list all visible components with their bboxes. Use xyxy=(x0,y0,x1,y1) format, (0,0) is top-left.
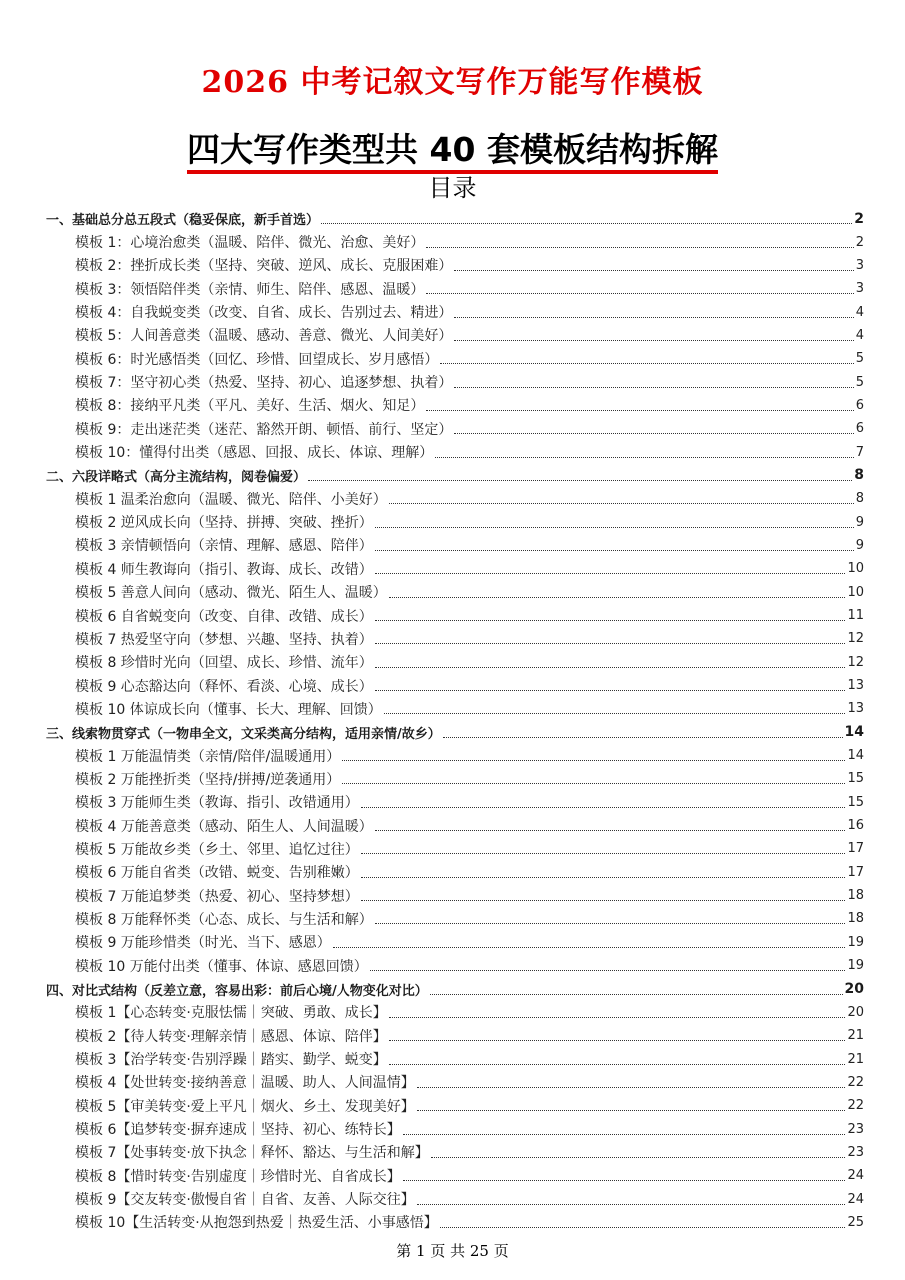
toc-page-number: 7 xyxy=(855,444,864,460)
toc-page-number: 9 xyxy=(855,537,864,553)
dot-leader xyxy=(430,994,843,995)
toc-entry[interactable] xyxy=(46,534,864,557)
toc-entry-label: 模板 4【处世转变·接纳善意｜温暖、助人、人间温情】 xyxy=(75,1075,415,1092)
toc-entry-label: 二、六段详略式（高分主流结构，阅卷偏爱） xyxy=(46,469,307,485)
dot-leader xyxy=(375,923,846,924)
toc-entry[interactable] xyxy=(46,581,864,604)
toc-entry[interactable] xyxy=(46,324,864,347)
toc-entry[interactable] xyxy=(46,604,864,627)
toc-entry[interactable] xyxy=(46,1164,864,1187)
toc-entry[interactable] xyxy=(46,230,864,253)
toc-entry[interactable] xyxy=(46,1024,864,1047)
toc-entry[interactable] xyxy=(46,931,864,954)
toc-entry[interactable] xyxy=(46,791,864,814)
toc-entry-label: 模板 2 逆风成长向（坚持、拼搏、突破、挫折） xyxy=(75,515,373,532)
dot-leader xyxy=(454,387,853,388)
dot-leader xyxy=(389,1040,846,1041)
dot-leader xyxy=(342,783,845,784)
toc-entry[interactable] xyxy=(46,1071,864,1094)
dot-leader xyxy=(361,900,846,901)
dot-leader xyxy=(361,877,846,878)
toc-entry-label: 模板 9 心态豁达向（释怀、看淡、心境、成长） xyxy=(75,678,373,695)
toc-entry[interactable] xyxy=(46,277,864,300)
toc-page-number: 15 xyxy=(847,794,864,810)
toc-entry[interactable] xyxy=(46,907,864,930)
toc-entry-label: 模板 6 万能自省类（改错、蜕变、告别稚嫩） xyxy=(75,865,359,882)
toc-page-number: 21 xyxy=(847,1051,864,1067)
toc-entry-label: 模板 7 热爱坚守向（梦想、兴趣、坚持、执着） xyxy=(75,631,373,648)
dot-leader xyxy=(417,1204,846,1205)
document-title: 2026 中考记叙文写作万能写作模板 xyxy=(201,65,704,100)
toc-entry[interactable] xyxy=(46,954,864,977)
toc-entry[interactable] xyxy=(46,814,864,837)
toc-heading: 目录 xyxy=(428,174,477,202)
toc-entry[interactable] xyxy=(46,1117,864,1140)
toc-section-entry[interactable] xyxy=(46,207,864,230)
toc-entry-label: 模板 5【审美转变·爱上平凡｜烟火、乡土、发现美好】 xyxy=(75,1098,415,1115)
toc-page-number: 20 xyxy=(844,981,864,998)
toc-page-number: 14 xyxy=(847,748,864,764)
toc-entry[interactable] xyxy=(46,1094,864,1117)
toc-page-number: 22 xyxy=(847,1098,864,1114)
dot-leader xyxy=(384,713,846,714)
toc-page-number: 14 xyxy=(844,724,864,741)
dot-leader xyxy=(375,573,846,574)
dot-leader xyxy=(333,947,846,948)
toc-entry-label: 模板 3【治学转变·告别浮躁｜踏实、勤学、蜕变】 xyxy=(75,1052,387,1069)
dot-leader xyxy=(389,503,854,504)
dot-leader xyxy=(426,293,853,294)
toc-entry-label: 模板 10 体谅成长向（懂事、长大、理解、回馈） xyxy=(75,701,382,718)
toc-entry[interactable] xyxy=(46,674,864,697)
toc-entry[interactable] xyxy=(46,557,864,580)
dot-leader xyxy=(361,853,846,854)
toc-entry[interactable] xyxy=(46,440,864,463)
toc-entry-label: 模板 8【惜时转变·告别虚度｜珍惜时光、自省成长】 xyxy=(75,1168,401,1185)
dot-leader xyxy=(426,410,853,411)
toc-page-number: 9 xyxy=(855,514,864,530)
toc-page-number: 24 xyxy=(847,1191,864,1207)
toc-page-number: 17 xyxy=(847,841,864,857)
dot-leader xyxy=(375,690,846,691)
dot-leader xyxy=(375,550,854,551)
toc-entry[interactable] xyxy=(46,861,864,884)
toc-entry[interactable] xyxy=(46,347,864,370)
dot-leader xyxy=(361,807,846,808)
toc-entry-label: 模板 10 万能付出类（懂事、体谅、感恩回馈） xyxy=(75,958,368,975)
toc-page-number: 5 xyxy=(855,374,864,390)
toc-entry[interactable] xyxy=(46,884,864,907)
dot-leader xyxy=(342,760,845,761)
toc-entry-label: 模板 8：接纳平凡类（平凡、美好、生活、烟火、知足） xyxy=(75,398,425,415)
toc-section-entry[interactable] xyxy=(46,977,864,1000)
toc-page-number: 6 xyxy=(855,397,864,413)
dot-leader xyxy=(426,247,853,248)
toc-page-number: 20 xyxy=(847,1004,864,1020)
dot-leader xyxy=(403,1134,846,1135)
toc-entry-label: 模板 3 万能师生类（教诲、指引、改错通用） xyxy=(75,795,359,812)
toc-entry[interactable] xyxy=(46,394,864,417)
toc-entry[interactable] xyxy=(46,254,864,277)
toc-entry-label: 模板 1 万能温情类（亲情/陪伴/温暖通用） xyxy=(75,748,341,765)
dot-leader xyxy=(454,270,853,271)
subtitle-text: 四大写作类型共 40 套模板结构拆解 xyxy=(187,130,718,174)
toc-page-number: 4 xyxy=(855,327,864,343)
toc-page-number: 4 xyxy=(855,304,864,320)
dot-leader xyxy=(440,363,853,364)
toc-page-number: 3 xyxy=(855,281,864,297)
toc-entry[interactable] xyxy=(46,1141,864,1164)
toc-entry-label: 模板 4 万能善意类（感动、陌生人、人间温暖） xyxy=(75,818,373,835)
toc-entry-label: 模板 4 师生教诲向（指引、教诲、成长、改错） xyxy=(75,561,373,578)
toc-entry-label: 模板 2【待人转变·理解亲情｜感恩、体谅、陪伴】 xyxy=(75,1028,387,1045)
toc-entry-label: 模板 10【生活转变·从抱怨到热爱｜热爱生活、小事感悟】 xyxy=(75,1215,438,1232)
toc-page-number: 15 xyxy=(847,771,864,787)
toc-entry-label: 三、线索物贯穿式（一物串全文，文采类高分结构，适用亲情/故乡） xyxy=(46,726,441,742)
toc-entry-label: 模板 2 万能挫折类（坚持/拼搏/逆袭通用） xyxy=(75,771,341,788)
dot-leader xyxy=(370,970,846,971)
toc-page-number: 5 xyxy=(855,351,864,367)
toc-page-number: 6 xyxy=(855,421,864,437)
table-of-contents xyxy=(46,207,864,1234)
toc-page-number: 2 xyxy=(855,234,864,250)
toc-entry-label: 模板 2：挫折成长类（坚持、突破、逆风、成长、克服困难） xyxy=(75,258,453,275)
toc-entry-label: 模板 7：坚守初心类（热爱、坚持、初心、追逐梦想、执着） xyxy=(75,375,453,392)
document-subtitle xyxy=(0,125,905,175)
dot-leader xyxy=(308,480,852,481)
toc-entry[interactable] xyxy=(46,1047,864,1070)
toc-page-number: 18 xyxy=(847,911,864,927)
toc-entry[interactable] xyxy=(46,744,864,767)
toc-entry-label: 模板 9 万能珍惜类（时光、当下、感恩） xyxy=(75,935,331,952)
dot-leader xyxy=(417,1087,846,1088)
toc-page-number: 24 xyxy=(847,1168,864,1184)
toc-entry[interactable] xyxy=(46,1187,864,1210)
toc-entry-label: 模板 5 万能故乡类（乡土、邻里、追忆过往） xyxy=(75,841,359,858)
toc-entry[interactable] xyxy=(46,510,864,533)
toc-section-entry[interactable] xyxy=(46,464,864,487)
toc-entry[interactable] xyxy=(46,837,864,860)
toc-page-number: 23 xyxy=(847,1121,864,1137)
toc-entry[interactable] xyxy=(46,697,864,720)
toc-page-number: 12 xyxy=(847,654,864,670)
toc-entry-label: 四、对比式结构（反差立意，容易出彩：前后心境/人物变化对比） xyxy=(46,983,428,999)
toc-entry-label: 模板 8 万能释怀类（心态、成长、与生活和解） xyxy=(75,911,373,928)
toc-page-number: 21 xyxy=(847,1028,864,1044)
toc-entry-label: 模板 3 亲情顿悟向（亲情、理解、感恩、陪伴） xyxy=(75,538,373,555)
dot-leader xyxy=(435,457,853,458)
dot-leader xyxy=(443,737,843,738)
toc-entry-label: 一、基础总分总五段式（稳妥保底，新手首选） xyxy=(46,213,320,229)
toc-page-number: 17 xyxy=(847,864,864,880)
toc-page-number: 19 xyxy=(847,934,864,950)
toc-entry[interactable] xyxy=(46,370,864,393)
dot-leader xyxy=(321,223,852,224)
toc-page-number: 3 xyxy=(855,257,864,273)
toc-page-number: 18 xyxy=(847,888,864,904)
toc-entry-label: 模板 8 珍惜时光向（回望、成长、珍惜、流年） xyxy=(75,655,373,672)
toc-entry-label: 模板 1：心境治愈类（温暖、陪伴、微光、治愈、美好） xyxy=(75,235,425,252)
toc-entry[interactable] xyxy=(46,1211,864,1234)
toc-entry-label: 模板 1【心态转变·克服怯懦｜突破、勇敢、成长】 xyxy=(75,1005,387,1022)
toc-page-number: 19 xyxy=(847,958,864,974)
toc-entry-label: 模板 5 善意人间向（感动、微光、陌生人、温暖） xyxy=(75,585,387,602)
toc-page-number: 10 xyxy=(847,584,864,600)
dot-leader xyxy=(375,527,854,528)
toc-entry[interactable] xyxy=(46,1001,864,1024)
dot-leader xyxy=(375,643,846,644)
toc-page-number: 25 xyxy=(847,1214,864,1230)
toc-entry-label: 模板 7 万能追梦类（热爱、初心、坚持梦想） xyxy=(75,888,359,905)
dot-leader xyxy=(454,433,853,434)
toc-page-number: 8 xyxy=(854,467,864,484)
toc-entry-label: 模板 4：自我蜕变类（改变、自省、成长、告别过去、精进） xyxy=(75,305,453,322)
toc-entry-label: 模板 6【追梦转变·摒弃速成｜坚持、初心、练特长】 xyxy=(75,1122,401,1139)
toc-entry-label: 模板 9【交友转变·傲慢自省｜自省、友善、人际交往】 xyxy=(75,1192,415,1209)
toc-entry-label: 模板 3：领悟陪伴类（亲情、师生、陪伴、感恩、温暖） xyxy=(75,281,425,298)
dot-leader xyxy=(389,1017,846,1018)
toc-entry-label: 模板 7【处事转变·放下执念｜释怀、豁达、与生活和解】 xyxy=(75,1145,429,1162)
dot-leader xyxy=(389,1064,846,1065)
toc-entry[interactable] xyxy=(46,487,864,510)
toc-page-number: 13 xyxy=(847,701,864,717)
toc-entry[interactable] xyxy=(46,300,864,323)
toc-entry-label: 模板 1 温柔治愈向（温暖、微光、陪伴、小美好） xyxy=(75,491,387,508)
toc-page-number: 2 xyxy=(854,210,864,227)
dot-leader xyxy=(440,1227,846,1228)
toc-entry-label: 模板 10：懂得付出类（感恩、回报、成长、体谅、理解） xyxy=(75,445,434,462)
toc-entry-label: 模板 6：时光感悟类（回忆、珍惜、回望成长、岁月感悟） xyxy=(75,351,439,368)
dot-leader xyxy=(454,340,853,341)
toc-entry[interactable] xyxy=(46,767,864,790)
toc-entry-label: 模板 6 自省蜕变向（改变、自律、改错、成长） xyxy=(75,608,373,625)
toc-entry[interactable] xyxy=(46,417,864,440)
toc-page-number: 13 xyxy=(847,678,864,694)
dot-leader xyxy=(375,830,846,831)
toc-section-entry[interactable] xyxy=(46,721,864,744)
toc-page-number: 8 xyxy=(855,491,864,507)
toc-page-number: 12 xyxy=(847,631,864,647)
page-footer: 第 1 页 共 25 页 xyxy=(396,1242,509,1260)
toc-entry[interactable] xyxy=(46,651,864,674)
dot-leader xyxy=(375,620,846,621)
dot-leader xyxy=(375,667,846,668)
toc-entry[interactable] xyxy=(46,627,864,650)
toc-page-number: 10 xyxy=(847,561,864,577)
dot-leader xyxy=(431,1157,846,1158)
toc-entry-label: 模板 9：走出迷茫类（迷茫、豁然开朗、顿悟、前行、坚定） xyxy=(75,421,453,438)
dot-leader xyxy=(454,317,853,318)
toc-page-number: 11 xyxy=(847,608,864,624)
dot-leader xyxy=(389,597,846,598)
toc-entry-label: 模板 5：人间善意类（温暖、感动、善意、微光、人间美好） xyxy=(75,328,453,345)
dot-leader xyxy=(403,1180,846,1181)
toc-page-number: 16 xyxy=(847,818,864,834)
toc-page-number: 22 xyxy=(847,1074,864,1090)
toc-page-number: 23 xyxy=(847,1144,864,1160)
dot-leader xyxy=(417,1110,846,1111)
